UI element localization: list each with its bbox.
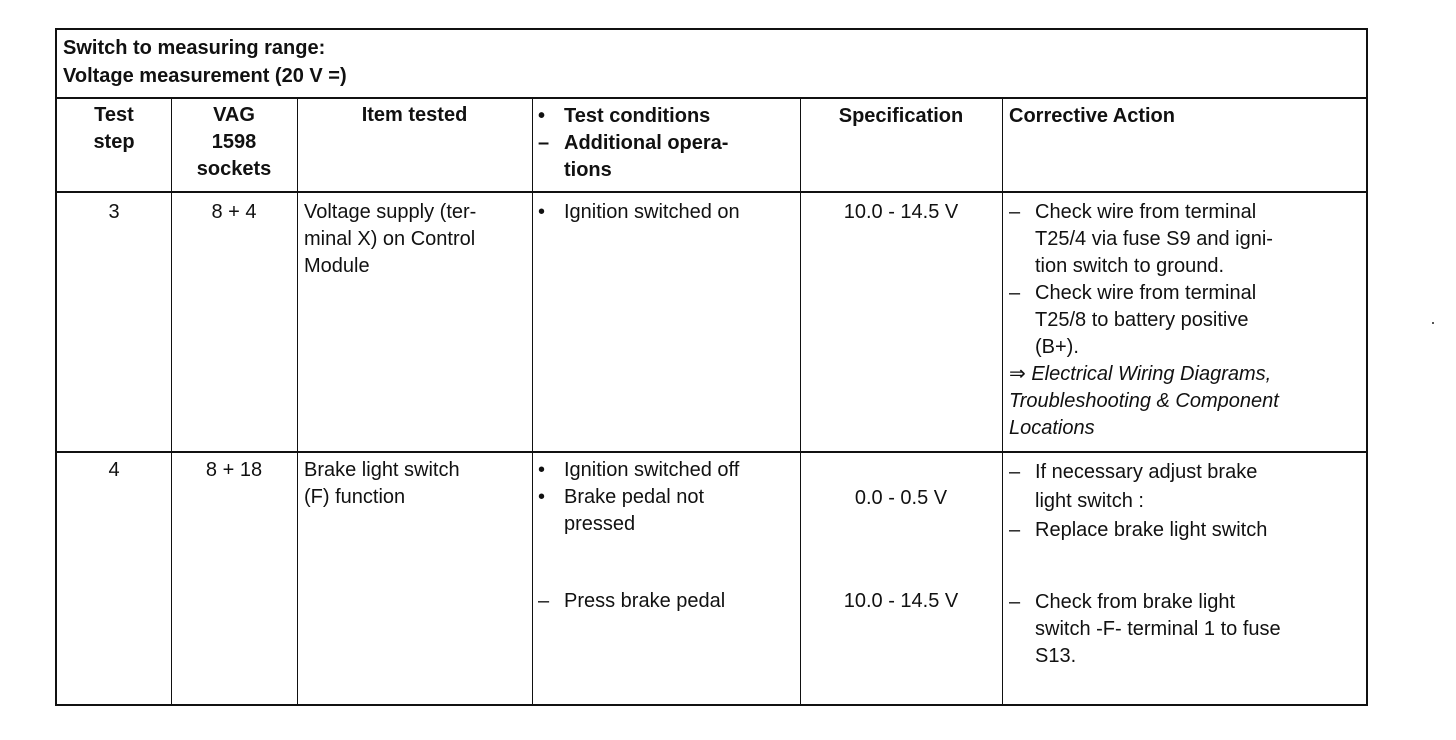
action-text: (B+). [1035,336,1079,358]
col-header-text: Test conditions [564,105,711,127]
action-text: Replace brake light switch [1035,519,1268,541]
col-header-text: Additional opera- [564,132,729,154]
condition-text: pressed [564,513,636,535]
condition-text: Brake pedal not [564,486,705,508]
col-header-text: step [93,131,135,153]
row4-corrective-action [1009,459,1367,544]
dash: – [1009,282,1021,304]
bullet: • [538,105,546,127]
condition-text: Press brake pedal [564,590,726,612]
row-divider [57,451,1366,453]
header-divider [57,97,1366,99]
dash: – [1009,201,1021,223]
item-text: Module [304,255,370,277]
marker [1009,643,1035,670]
row4-sockets: 8 + 18 [205,459,263,481]
col-header-text: VAG [213,104,255,126]
condition-text: Ignition switched off [564,459,740,481]
dash: – [538,590,550,612]
dash: – [538,132,550,154]
bullet: • [538,486,546,508]
dash: – [1009,461,1021,483]
action-text: S13. [1035,645,1077,667]
range-header-line2: Voltage measurement (20 V =) [63,65,347,87]
col-header-specification: Specification [838,105,964,127]
item-text: Voltage supply (ter- [304,201,477,223]
action-text: T25/8 to battery positive [1035,309,1249,331]
column-divider [1002,97,1003,704]
column-header-divider [57,191,1366,193]
row3-specification: 10.0 - 14.5 V [843,201,959,223]
test-table [55,28,1368,706]
dash: – [1009,591,1021,613]
bullet: • [538,201,546,223]
action-text: switch -F- terminal 1 to fuse [1035,618,1281,640]
row4-specification: 0.0 - 0.5 V [854,487,948,509]
column-divider [532,97,533,704]
action-text: Check from brake light [1035,591,1236,613]
row3-conditions [538,199,800,226]
marker [538,511,564,538]
col-header-corrective-action: Corrective Action [1009,105,1175,127]
marker [538,157,564,184]
row4-conditions [538,457,800,538]
action-text: If necessary adjust brake [1035,461,1258,483]
item-text: minal X) on Control [304,228,476,250]
row4-conditions-pressed [538,588,800,615]
item-text: Brake light switch [304,459,460,481]
range-header-line1: Switch to measuring range: [63,37,326,59]
col-header-text: tions [564,159,612,181]
marker [1009,307,1035,334]
action-text: T25/4 via fuse S9 and igni- [1035,228,1273,250]
scan-speck [1432,322,1434,324]
marker [1009,253,1035,280]
col-header-text: Test [94,104,134,126]
action-text: tion switch to ground. [1035,255,1224,277]
row3-step: 3 [108,201,120,223]
row3-corrective-action [1009,199,1367,442]
row4-step: 4 [108,459,120,481]
item-text: (F) function [304,486,406,508]
row3-item [304,199,530,280]
marker [1009,226,1035,253]
col-header-item-tested: Item tested [361,104,468,126]
dash: – [1009,519,1021,541]
marker [1009,616,1035,643]
wiring-diagram-reference [1009,361,1367,442]
marker [1009,488,1035,515]
row4-corrective-action-pressed [1009,589,1367,670]
reference-text: ⇒ Electrical Wiring Diagrams, [1009,363,1272,385]
col-header-test-step [57,102,171,156]
bullet: • [538,459,546,481]
condition-text: Ignition switched on [564,201,740,223]
column-divider [297,97,298,704]
range-header [63,34,347,90]
action-text: Check wire from terminal [1035,201,1257,223]
action-text: light switch : [1035,490,1144,512]
column-divider [171,97,172,704]
marker [1009,334,1035,361]
row3-sockets: 8 + 4 [211,201,257,223]
col-header-test-conditions [538,103,800,184]
reference-text: Troubleshooting & Component [1009,390,1279,412]
reference-text: Locations [1009,417,1095,439]
action-text: Check wire from terminal [1035,282,1257,304]
row4-item [304,457,530,511]
col-header-vag-sockets [171,102,297,183]
col-header-text: sockets [196,158,272,180]
row4-specification-pressed: 10.0 - 14.5 V [843,590,959,612]
col-header-text: 1598 [211,131,257,153]
